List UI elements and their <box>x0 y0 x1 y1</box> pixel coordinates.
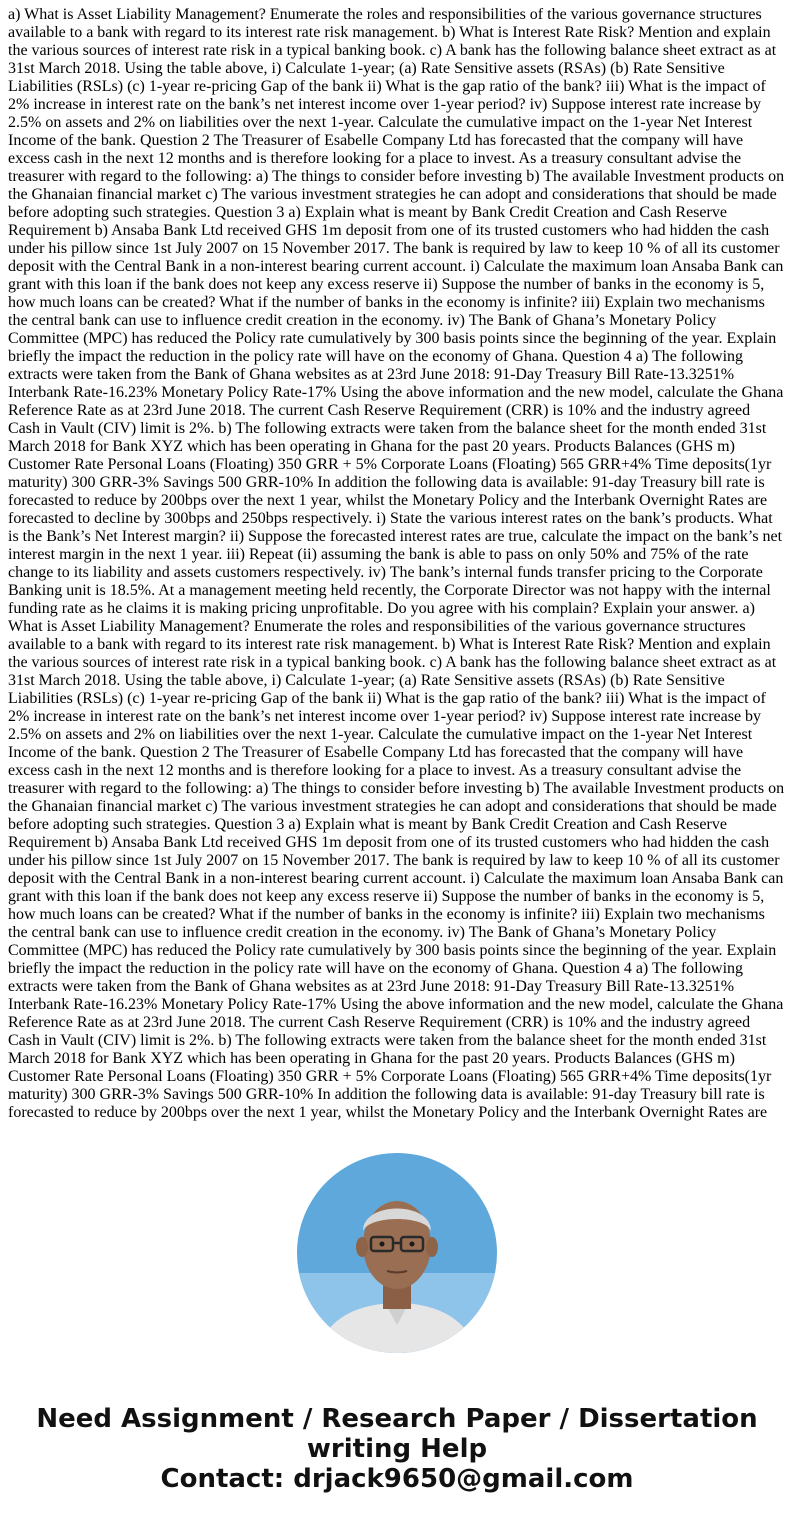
author-avatar <box>297 1153 497 1353</box>
contact-banner <box>0 1404 794 1494</box>
portrait-icon <box>297 1153 497 1353</box>
banner-subline: writing Help <box>306 1434 488 1464</box>
contact-email: Contact: drjack9650@gmail.com <box>160 1464 634 1494</box>
question-text: a) What is Asset Liability Management? Enumerate the roles and responsibilities of the various governance structures available to a bank with regard to its interest rate risk management. b) What is Interest Rate Risk? Mention and explain the various sources of interest rate risk in a typical banking book. c) A bank has the following balance sheet extract as at 31st March 2018. Using the table above, i) Calculate 1-year; (a) Rate Sensitive assets (RSAs) (b) Rate Sensitive Liabilities (RSLs) (c) 1-year re-pricing Gap of the bank ii) What is the gap ratio of the bank? iii) What is the impact of 2% increase in interest rate on the bank’s net interest income over 1-year period? iv) Suppose interest rate increase by 2.5% on assets and 2% on liabilities over the next 1-year. Calculate the cumulative impact on the 1-year Net Interest Income of the bank. Question 2 The Treasurer of Esabelle Company Ltd has forecasted that the company will have excess cash in the next 12 months and is therefore looking for a place to invest. As a treasury consultant advise the treasurer with regard to the following: a) The things to consider before investing b) The available Investment products on the Ghanaian financial market c) The various investment strategies he can adopt and considerations that should be made before adopting such strategies. Question 3 a) Explain what is meant by Bank Credit Creation and Cash Reserve Requirement b) Ansaba Bank Ltd received GHS 1m deposit from one of its trusted customers who had hidden the cash under his pillow since 1st July 2007 on 15 November 2017. The bank is required by law to keep 10 % of all its customer deposit with the Central Bank in a non-interest bearing current account. i) Calculate the maximum loan Ansaba Bank can grant with this loan if the bank does not keep any excess reserve ii) Suppose the number of banks in the economy is 5, how much loans can be created? What if the number of banks in the economy is infinite? iii) Explain two mechanisms the central bank can use to influence credit creation in the economy. iv) The Bank of Ghana’s Monetary Policy Committee (MPC) has reduced the Policy rate cumulatively by 300 basis points since the beginning of the year. Explain briefly the impact the reduction in the policy rate will have on the economy of Ghana. Question 4 a) The following extracts were taken from the Bank of Ghana websites as at 23rd June 2018: 91-Day Treasury Bill Rate-13.3251% Interbank Rate-16.23% Monetary Policy Rate-17% Using the above information and the new model, calculate the Ghana Reference Rate as at 23rd June 2018. The current Cash Reserve Requirement (CRR) is 10% and the industry agreed Cash in Vault (CIV) limit is 2%. b) The following extracts were taken from the balance sheet for the month ended 31st March 2018 for Bank XYZ which has been operating in Ghana for the past 20 years. Products Balances (GHS m) Customer Rate Personal Loans (Floating) 350 GRR + 5% Corporate Loans (Floating) 565 GRR+4% Time deposits(1yr maturity) 300 GRR-3% Savings 500 GRR-10% In addition the following data is available: 91-day Treasury bill rate is forecasted to reduce by 200bps over the next 1 year, whilst the Monetary Policy and the Interbank Overnight Rates are forecasted to decline by 300bps and 250bps respectively. i) State the various interest rates on the bank’s products. What is the Bank’s Net Interest margin? ii) Suppose the forecasted interest rates are true, calculate the impact on the bank’s net interest margin in the next 1 year. iii) Repeat (ii) assuming the bank is able to pass on only 50% and 75% of the rate change to its liability and assets customers respectively. iv) The bank’s internal funds transfer pricing to the Corporate Banking unit is 18.5%. At a management meeting held recently, the Corporate Director was not happy with the internal funding rate as he claims it is making pricing unprofitable. Do you agree with his complain? Explain your answer. a) What is Asset Liability Management? Enumerate the roles and responsibilities of the various governance structures available to a bank with regard to its interest rate risk management. b) What is Interest Rate Risk? Mention and explain the various sources of interest rate risk in a typical banking book. c) A bank has the following balance sheet extract as at 31st March 2018. Using the table above, i) Calculate 1-year; (a) Rate Sensitive assets (RSAs) (b) Rate Sensitive Liabilities (RSLs) (c) 1-year re-pricing Gap of the bank ii) What is the gap ratio of the bank? iii) What is the impact of 2% increase in interest rate on the bank’s net interest income over 1-year period? iv) Suppose interest rate increase by 2.5% on assets and 2% on liabilities over the next 1-year. Calculate the cumulative impact on the 1-year Net Interest Income of the bank. Question 2 The Treasurer of Esabelle Company Ltd has forecasted that the company will have excess cash in the next 12 months and is therefore looking for a place to invest. As a treasury consultant advise the treasurer with regard to the following: a) The things to consider before investing b) The available Investment products on the Ghanaian financial market c) The various investment strategies he can adopt and considerations that should be made before adopting such strategies. Question 3 a) Explain what is meant by Bank Credit Creation and Cash Reserve Requirement b) Ansaba Bank Ltd received GHS 1m deposit from one of its trusted customers who had hidden the cash under his pillow since 1st July 2007 on 15 November 2017. The bank is required by law to keep 10 % of all its customer deposit with the Central Bank in a non-interest bearing current account. i) Calculate the maximum loan Ansaba Bank can grant with this loan if the bank does not keep any excess reserve ii) Suppose the number of banks in the economy is 5, how much loans can be created? What if the number of banks in the economy is infinite? iii) Explain two mechanisms the central bank can use to influence credit creation in the economy. iv) The Bank of Ghana’s Monetary Policy Committee (MPC) has reduced the Policy rate cumulatively by 300 basis points since the beginning of the year. Explain briefly the impact the reduction in the policy rate will have on the economy of Ghana. Question 4 a) The following extracts were taken from the Bank of Ghana websites as at 23rd June 2018: 91-Day Treasury Bill Rate-13.3251% Interbank Rate-16.23% Monetary Policy Rate-17% Using the above information and the new model, calculate the Ghana Reference Rate as at 23rd June 2018. The current Cash Reserve Requirement (CRR) is 10% and the industry agreed Cash in Vault (CIV) limit is 2%. b) The following extracts were taken from the balance sheet for the month ended 31st March 2018 for Bank XYZ which has been operating in Ghana for the past 20 years. Products Balances (GHS m) Customer Rate Personal Loans (Floating) 350 GRR + 5% Corporate Loans (Floating) 565 GRR+4% Time deposits(1yr maturity) 300 GRR-3% Savings 500 GRR-10% In addition the following data is available: 91-day Treasury bill rate is forecasted to reduce by 200bps over the next 1 year, whilst the Monetary Policy and the Interbank Overnight Rates are <box>8 6 785 1121</box>
banner-headline: Need Assignment / Research Paper / Dissertation <box>36 1404 758 1434</box>
